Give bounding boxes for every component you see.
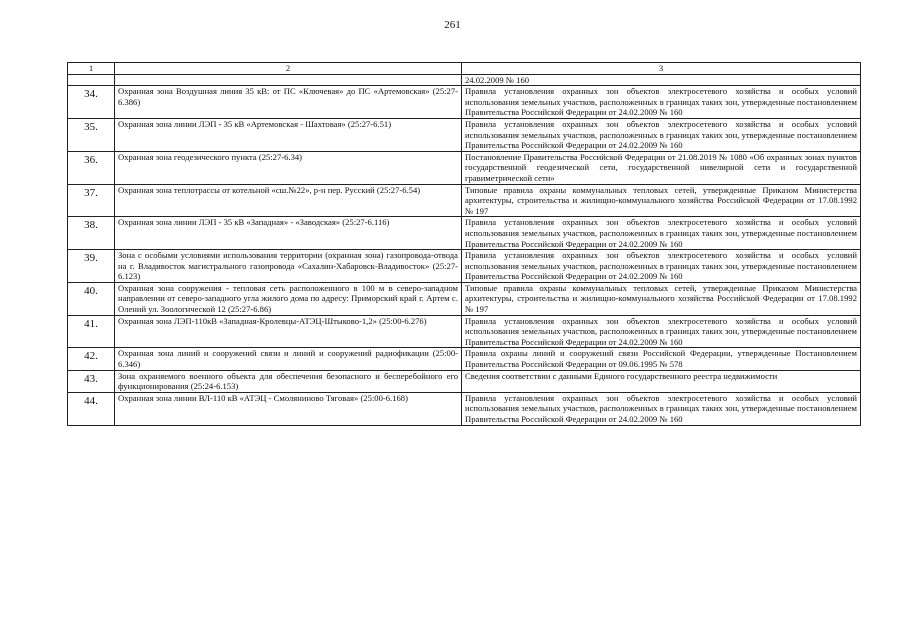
zone-description: Охранная зона линии ЛЭП - 35 кВ «Западная» - «Заводская» (25:27-6.116) bbox=[115, 217, 462, 250]
column-number-2: 2 bbox=[115, 63, 462, 75]
column-number-row bbox=[68, 63, 861, 75]
legal-basis: Типовые правила охраны коммунальных тепловых сетей, утвержденные Приказом Министерства архитектуры, строительства и жилищно-коммунального хозяйства Российской Федерации от 17.08.1992 № 197 bbox=[462, 184, 861, 217]
zone-description bbox=[115, 74, 462, 86]
row-number: 43. bbox=[68, 370, 115, 392]
zone-description: Охранная зона теплотрассы от котельной «сш.№22», р-н пер. Русский (25:27-6.54) bbox=[115, 184, 462, 217]
zone-description: Охранная зона ЛЭП-110кВ «Западная-Кролевцы-АТЭЦ-Штыково-1,2» (25:00-6.276) bbox=[115, 315, 462, 348]
zone-description: Охранная зона геодезического пункта (25:27-6.34) bbox=[115, 151, 462, 184]
row-number: 36. bbox=[68, 151, 115, 184]
table-row bbox=[68, 348, 861, 370]
table-row bbox=[68, 86, 861, 119]
zone-description: Охранная зона сооружения - тепловая сеть расположенного в 100 м в северо-западном направлении от северо-западного угла жилого дома по адресу: Приморский край г. Артем с. Олений ул. Зоологической 12 (25:27-6.86) bbox=[115, 282, 462, 315]
table-row bbox=[68, 315, 861, 348]
legal-basis: Правила установления охранных зон объектов электросетевого хозяйства и особых условий использования земельных участков, расположенных в границах таких зон, утвержденные постановлением Правительства Российской Федерации от 24.02.2009 № 160 bbox=[462, 118, 861, 151]
column-number-1: 1 bbox=[68, 63, 115, 75]
legal-basis: Постановление Правительства Российской Федерации от 21.08.2019 № 1080 «Об охранных зонах пунктов государственной геодезической сети, государственной нивелирной сети и государственной гравиметрической сети» bbox=[462, 151, 861, 184]
legal-basis: Правила охраны линий и сооружений связи Российской Федерации, утвержденные Постановлением Правительства Российской Федерации от 09.06.1995 № 578 bbox=[462, 348, 861, 370]
row-number: 37. bbox=[68, 184, 115, 217]
row-number: 35. bbox=[68, 118, 115, 151]
row-number: 39. bbox=[68, 250, 115, 283]
table-row bbox=[68, 282, 861, 315]
zone-description: Охранная зона линий и сооружений связи и линий и сооружений радиофикации (25:00-6.346) bbox=[115, 348, 462, 370]
legal-basis: Правила установления охранных зон объектов электросетевого хозяйства и особых условий использования земельных участков, расположенных в границах таких зон, утвержденные постановлением Правительства Российской Федерации от 24.02.2009 № 160 bbox=[462, 250, 861, 283]
table-row bbox=[68, 217, 861, 250]
legal-basis: Типовые правила охраны коммунальных тепловых сетей, утвержденные Приказом Министерства архитектуры, строительства и жилищно-коммунального хозяйства Российской Федерации от 17.08.1992 № 197 bbox=[462, 282, 861, 315]
row-number: 38. bbox=[68, 217, 115, 250]
continuation-row bbox=[68, 74, 861, 86]
row-number: 34. bbox=[68, 86, 115, 119]
table-row bbox=[68, 151, 861, 184]
legal-basis: Правила установления охранных зон объектов электросетевого хозяйства и особых условий использования земельных участков, расположенных в границах таких зон, утвержденные постановлением Правительства Российской Федерации от 24.02.2009 № 160 bbox=[462, 315, 861, 348]
legal-basis: Сведения соответствии с данными Единого государственного реестра недвижимости bbox=[462, 370, 861, 392]
legal-basis: Правила установления охранных зон объектов электросетевого хозяйства и особых условий использования земельных участков, расположенных в границах таких зон, утвержденные постановлением Правительства Российской Федерации от 24.02.2009 № 160 bbox=[462, 392, 861, 425]
zone-description: Охранная зона линии ВЛ-110 кВ «АТЭЦ - Смоляниново Тяговая» (25:00-6.168) bbox=[115, 392, 462, 425]
zone-description: Зона с особыми условиями использования территории (охранная зона) газопровода-отвода на г. Владивосток магистрального газопровода «Сахалин-Хабаровск-Владивосток» (25:27-6.123) bbox=[115, 250, 462, 283]
zone-description: Охранная зона Воздушная линия 35 кВ: от ПС «Ключевая» до ПС «Артемовская» (25:27-6.386) bbox=[115, 86, 462, 119]
column-number-3: 3 bbox=[462, 63, 861, 75]
table-row bbox=[68, 118, 861, 151]
table-row bbox=[68, 184, 861, 217]
zone-description: Зона охраняемого военного объекта для обеспечения безопасного и бесперебойного его функционирования (25:24-6.153) bbox=[115, 370, 462, 392]
row-number bbox=[68, 74, 115, 86]
row-number: 44. bbox=[68, 392, 115, 425]
table-row bbox=[68, 370, 861, 392]
row-number: 41. bbox=[68, 315, 115, 348]
table-row bbox=[68, 250, 861, 283]
legal-basis: Правила установления охранных зон объектов электросетевого хозяйства и особых условий использования земельных участков, расположенных в границах таких зон, утвержденные постановлением Правительства Российской Федерации от 24.02.2009 № 160 bbox=[462, 86, 861, 119]
legal-basis: 24.02.2009 № 160 bbox=[462, 74, 861, 86]
page-number: 261 bbox=[444, 19, 461, 31]
row-number: 42. bbox=[68, 348, 115, 370]
zone-description: Охранная зона линии ЛЭП - 35 кВ «Артемовская - Шахтовая» (25:27-6.51) bbox=[115, 118, 462, 151]
restrictions-table bbox=[67, 62, 861, 426]
legal-basis: Правила установления охранных зон объектов электросетевого хозяйства и особых условий использования земельных участков, расположенных в границах таких зон, утвержденные постановлением Правительства Российской Федерации от 24.02.2009 № 160 bbox=[462, 217, 861, 250]
row-number: 40. bbox=[68, 282, 115, 315]
table-row bbox=[68, 392, 861, 425]
